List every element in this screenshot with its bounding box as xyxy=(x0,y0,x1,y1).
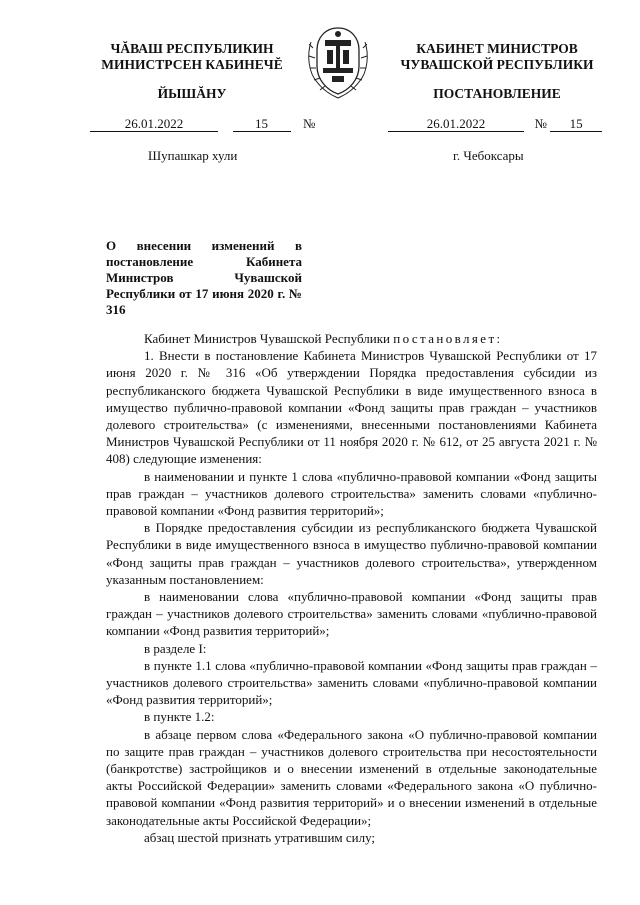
issuer-chuvash-line1: ЧĂВАШ РЕСПУБЛИКИН xyxy=(110,41,274,56)
issuer-russian-line2: ЧУВАШСКОЙ РЕСПУБЛИКИ xyxy=(400,57,594,72)
decree-number-right: 15 xyxy=(550,117,602,132)
decree-date-right: 26.01.2022 xyxy=(388,117,524,132)
body-paragraph: в абзаце первом слова «Федерального закона «О публично-правовой компании по защите прав граждан – участников долевого строительства при несостоятельности (банкротстве) застройщиков и о внесении изменений в отдельные законодательные акты Российской Федерации» заменить словами «Федерального закона «О публично-правовой компании «Фонд развития территорий» и о внесении изменений в отдельные законодательные акты Российской Федерации»; xyxy=(106,726,597,828)
issuer-chuvash-line2: МИНИСТРСЕН КАБИНЕЧĔ xyxy=(101,57,283,72)
date-number-right xyxy=(388,116,602,132)
body-paragraph: в пункте 1.1 слова «публично-правовой компании «Фонд защиты прав граждан – участников долевого строительства» заменить словами «публично-правовой компании «Фонд развития территорий»; xyxy=(106,657,597,708)
body-paragraph: в наименовании слова «публично-правовой компании «Фонд защиты прав граждан – участников долевого строительства» заменить словами «публично-правовой компании «Фонд развития территорий»; xyxy=(106,589,597,639)
place-russian: г. Чебоксары xyxy=(453,148,524,163)
issuer-chuvash-name xyxy=(86,41,298,73)
number-sign-right: № xyxy=(534,116,547,131)
decree-word-chuvash: ЙЫШĂНУ xyxy=(157,86,227,101)
decree-body xyxy=(106,330,597,846)
decree-word-russian: ПОСТАНОВЛЕНИЕ xyxy=(433,86,561,101)
intro-prefix: Кабинет Министров Чувашской Республики xyxy=(144,331,390,346)
body-paragraph: в наименовании и пункте 1 слова «публично-правовой компании «Фонд защиты прав граждан – участников долевого строительства» заменить словами «публично-правовой компании «Фонд развития территорий»; xyxy=(106,468,597,519)
issuer-russian-line1: КАБИНЕТ МИНИСТРОВ xyxy=(416,41,578,56)
decree-subject: О внесении изменений в постановление Кабинета Министров Чувашской Республики от 17 июня 2020 г. № 316 xyxy=(106,238,302,317)
chuvash-coat-of-arms-icon xyxy=(303,20,373,100)
number-sign-left: № xyxy=(303,116,316,131)
place-chuvash: Шупашкар хули xyxy=(148,148,238,163)
intro-paragraph xyxy=(106,330,597,347)
body-paragraph: в разделе I: xyxy=(144,640,207,656)
decree-number-left: 15 xyxy=(233,117,291,132)
body-paragraph: 1. Внести в постановление Кабинета Министров Чувашской Республики от 17 июня 2020 г. № 316 «Об утверждении Порядка предоставления субсидии из республиканского бюджета Чувашской Республики в виде имущественного взноса в имущество публично-правовой компании «Фонд защиты прав граждан – участников долевого строительства» (с изменениями, внесенными постановлениями Кабинета Министров Чувашской Республики от 11 ноября 2020 г. № 612, от 25 августа 2021 г. № 408) следующие изменения: xyxy=(106,348,597,467)
decree-date-left: 26.01.2022 xyxy=(90,117,218,132)
intro-verb: постановляет: xyxy=(393,331,503,346)
date-number-left xyxy=(90,116,315,132)
body-paragraph: абзац шестой признать утратившим силу; xyxy=(144,829,376,845)
body-paragraph: в Порядке предоставления субсидии из республиканского бюджета Чувашской Республики в виде имущественного взноса в имущество публично-правовой компании «Фонд защиты прав граждан – участников долевого строительства», утвержденном указанным постановлением: xyxy=(106,520,597,587)
issuer-russian-name xyxy=(389,41,605,73)
body-paragraph: в пункте 1.2: xyxy=(144,709,215,725)
